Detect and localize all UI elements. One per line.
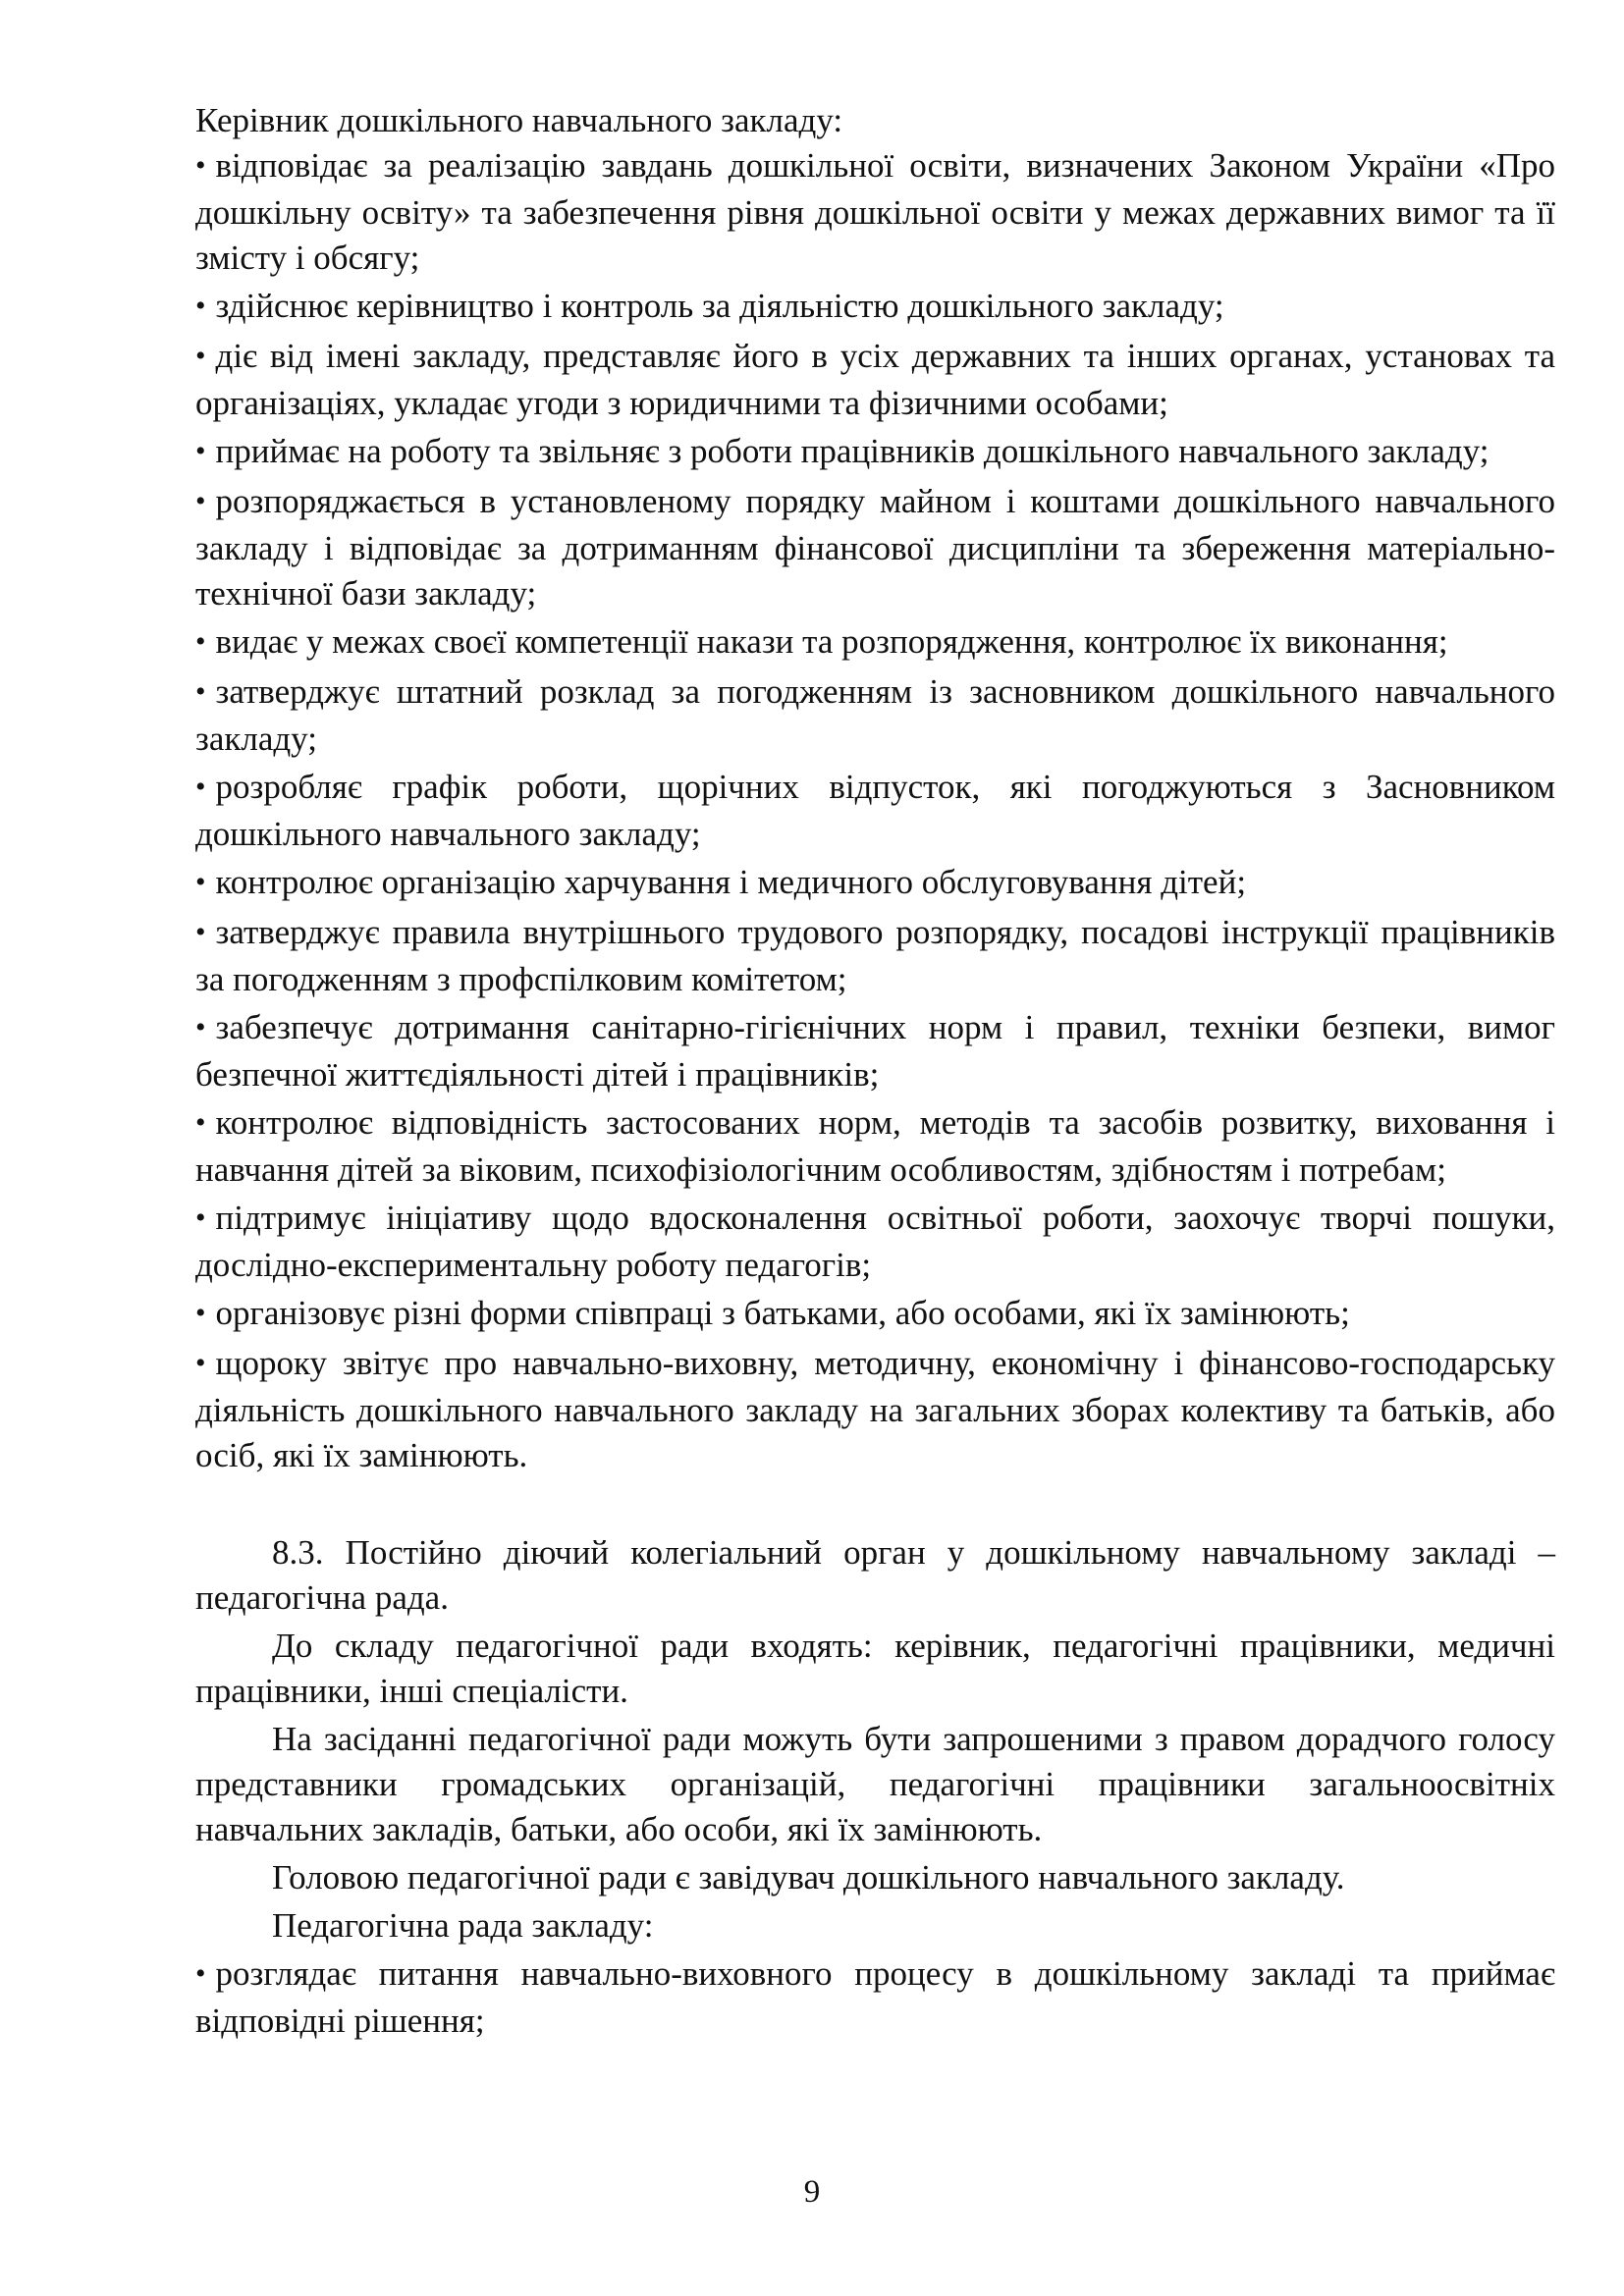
bullet-icon: • <box>195 485 206 517</box>
bullet-icon: • <box>195 1106 206 1139</box>
list-item-text: контролює організацію харчування і медичного обслуговування дітей; <box>215 863 1247 901</box>
council-duties-list <box>195 1951 1555 2044</box>
list-item <box>195 479 1555 616</box>
list-item-text: видає у межах своєї компетенції накази та розпорядження, контролює їх виконання; <box>215 622 1448 661</box>
list-item-text: затверджує правила внутрішнього трудового розпорядку, посадові інструкції працівників за погодженням з профспілковим комітетом; <box>195 913 1555 998</box>
paragraph: До складу педагогічної ради входять: керівник, педагогічні працівники, медичні працівники, інші спеціалісти. <box>195 1627 1555 1710</box>
bullet-icon: • <box>195 771 206 803</box>
list-item-text: відповідає за реалізацію завдань дошкільної освіти, визначених Законом України «Про дошкільну освіту» та забезпечення рівня дошкільної освіти у межах державних вимог та її змісту і обсягу; <box>195 146 1555 277</box>
list-item <box>195 429 1555 476</box>
list-item <box>195 334 1555 426</box>
list-item <box>195 1100 1555 1193</box>
bullet-icon: • <box>195 675 206 708</box>
bullet-icon: • <box>195 435 206 467</box>
list-item <box>195 1291 1555 1338</box>
bullet-icon: • <box>195 866 206 898</box>
bullet-icon: • <box>195 1297 206 1329</box>
bullet-icon: • <box>195 1347 206 1379</box>
list-item-text: затверджує штатний розклад за погодженням із засновником дошкільного навчального закладу; <box>195 672 1555 758</box>
section-spacer <box>195 1481 1555 1530</box>
list-item <box>195 1005 1555 1097</box>
list-item-text: діє від імені закладу, представляє його в усіх державних та інших органах, установах та організаціях, укладає угоди з юридичними та фізичними особами; <box>195 337 1555 422</box>
paragraph: Головою педагогічної ради є завідувач дошкільного навчального закладу. <box>272 1858 1345 1896</box>
list-item-text: здійснює керівництво і контроль за діяльністю дошкільного закладу; <box>215 287 1224 325</box>
list-item-text: організовує різні форми співпраці з батьками, або особами, які їх замінюють; <box>215 1294 1350 1332</box>
bullet-icon: • <box>195 1011 206 1043</box>
list-item <box>195 143 1555 281</box>
list-item <box>195 765 1555 857</box>
document-page <box>195 98 1555 2047</box>
section-8-3-heading: 8.3. Постійно діючий колегіальний орган у дошкільному навчальному закладі – педагогічна рада. <box>195 1533 1555 1617</box>
bullet-icon: • <box>195 1201 206 1234</box>
list-item <box>195 1196 1555 1288</box>
list-item <box>195 669 1555 762</box>
list-item-text: щороку звітує про навчально-виховну, методичну, економічну і фінансово-господарську діяльність дошкільного навчального закладу на загальних зборах колективу та батьків, або осіб, які їх замінюють. <box>195 1344 1555 1474</box>
list-item-text: забезпечує дотримання санітарно-гігієнічних норм і правил, техніки безпеки, вимог безпечної життєдіяльності дітей і працівників; <box>195 1008 1555 1094</box>
list-item-text: розпоряджається в установленому порядку майном і коштами дошкільного навчального закладу і відповідає за дотриманням фінансової дисципліни та збереження матеріально-технічної бази закладу; <box>195 482 1555 613</box>
list-item-text: розглядає питання навчально-виховного процесу в дошкільному закладі та приймає відповідні рішення; <box>195 1954 1555 2040</box>
bullet-icon: • <box>195 340 206 372</box>
bullet-icon: • <box>195 625 206 658</box>
list-item <box>195 619 1555 667</box>
bullet-icon: • <box>195 290 206 322</box>
bullet-icon: • <box>195 916 206 948</box>
list-item <box>195 1341 1555 1478</box>
paragraph: Педагогічна рада закладу: <box>272 1906 654 1945</box>
bullet-icon: • <box>195 149 206 182</box>
list-item-text: розробляє графік роботи, щорічних відпусток, які погоджуються з Засновником дошкільного навчального закладу; <box>195 768 1555 853</box>
paragraph: На засіданні педагогічної ради можуть бути запрошеними з правом дорадчого голосу представники громадських організацій, педагогічні працівники загальноосвітніх навчальних закладів, батьки, або особи, які їх замінюють. <box>195 1720 1555 1848</box>
list-item <box>195 860 1555 907</box>
list-item-text: приймає на роботу та звільняє з роботи працівників дошкільного навчального закладу; <box>215 432 1489 470</box>
list-item <box>195 910 1555 1002</box>
page-number: 9 <box>803 2174 821 2210</box>
intro-heading: Керівник дошкільного навчального закладу: <box>195 101 843 139</box>
list-item-text: підтримує ініціативу щодо вдосконалення освітньої роботи, заохочує творчі пошуки, дослідно-експериментальну роботу педагогів; <box>195 1199 1555 1284</box>
head-duties-list <box>195 143 1555 1478</box>
list-item <box>195 1951 1555 2044</box>
list-item-text: контролює відповідність застосованих норм, методів та засобів розвитку, виховання і навчання дітей за віковим, психофізіологічним особливостям, здібностям і потребам; <box>195 1103 1555 1189</box>
bullet-icon: • <box>195 1957 206 1990</box>
list-item <box>195 284 1555 331</box>
